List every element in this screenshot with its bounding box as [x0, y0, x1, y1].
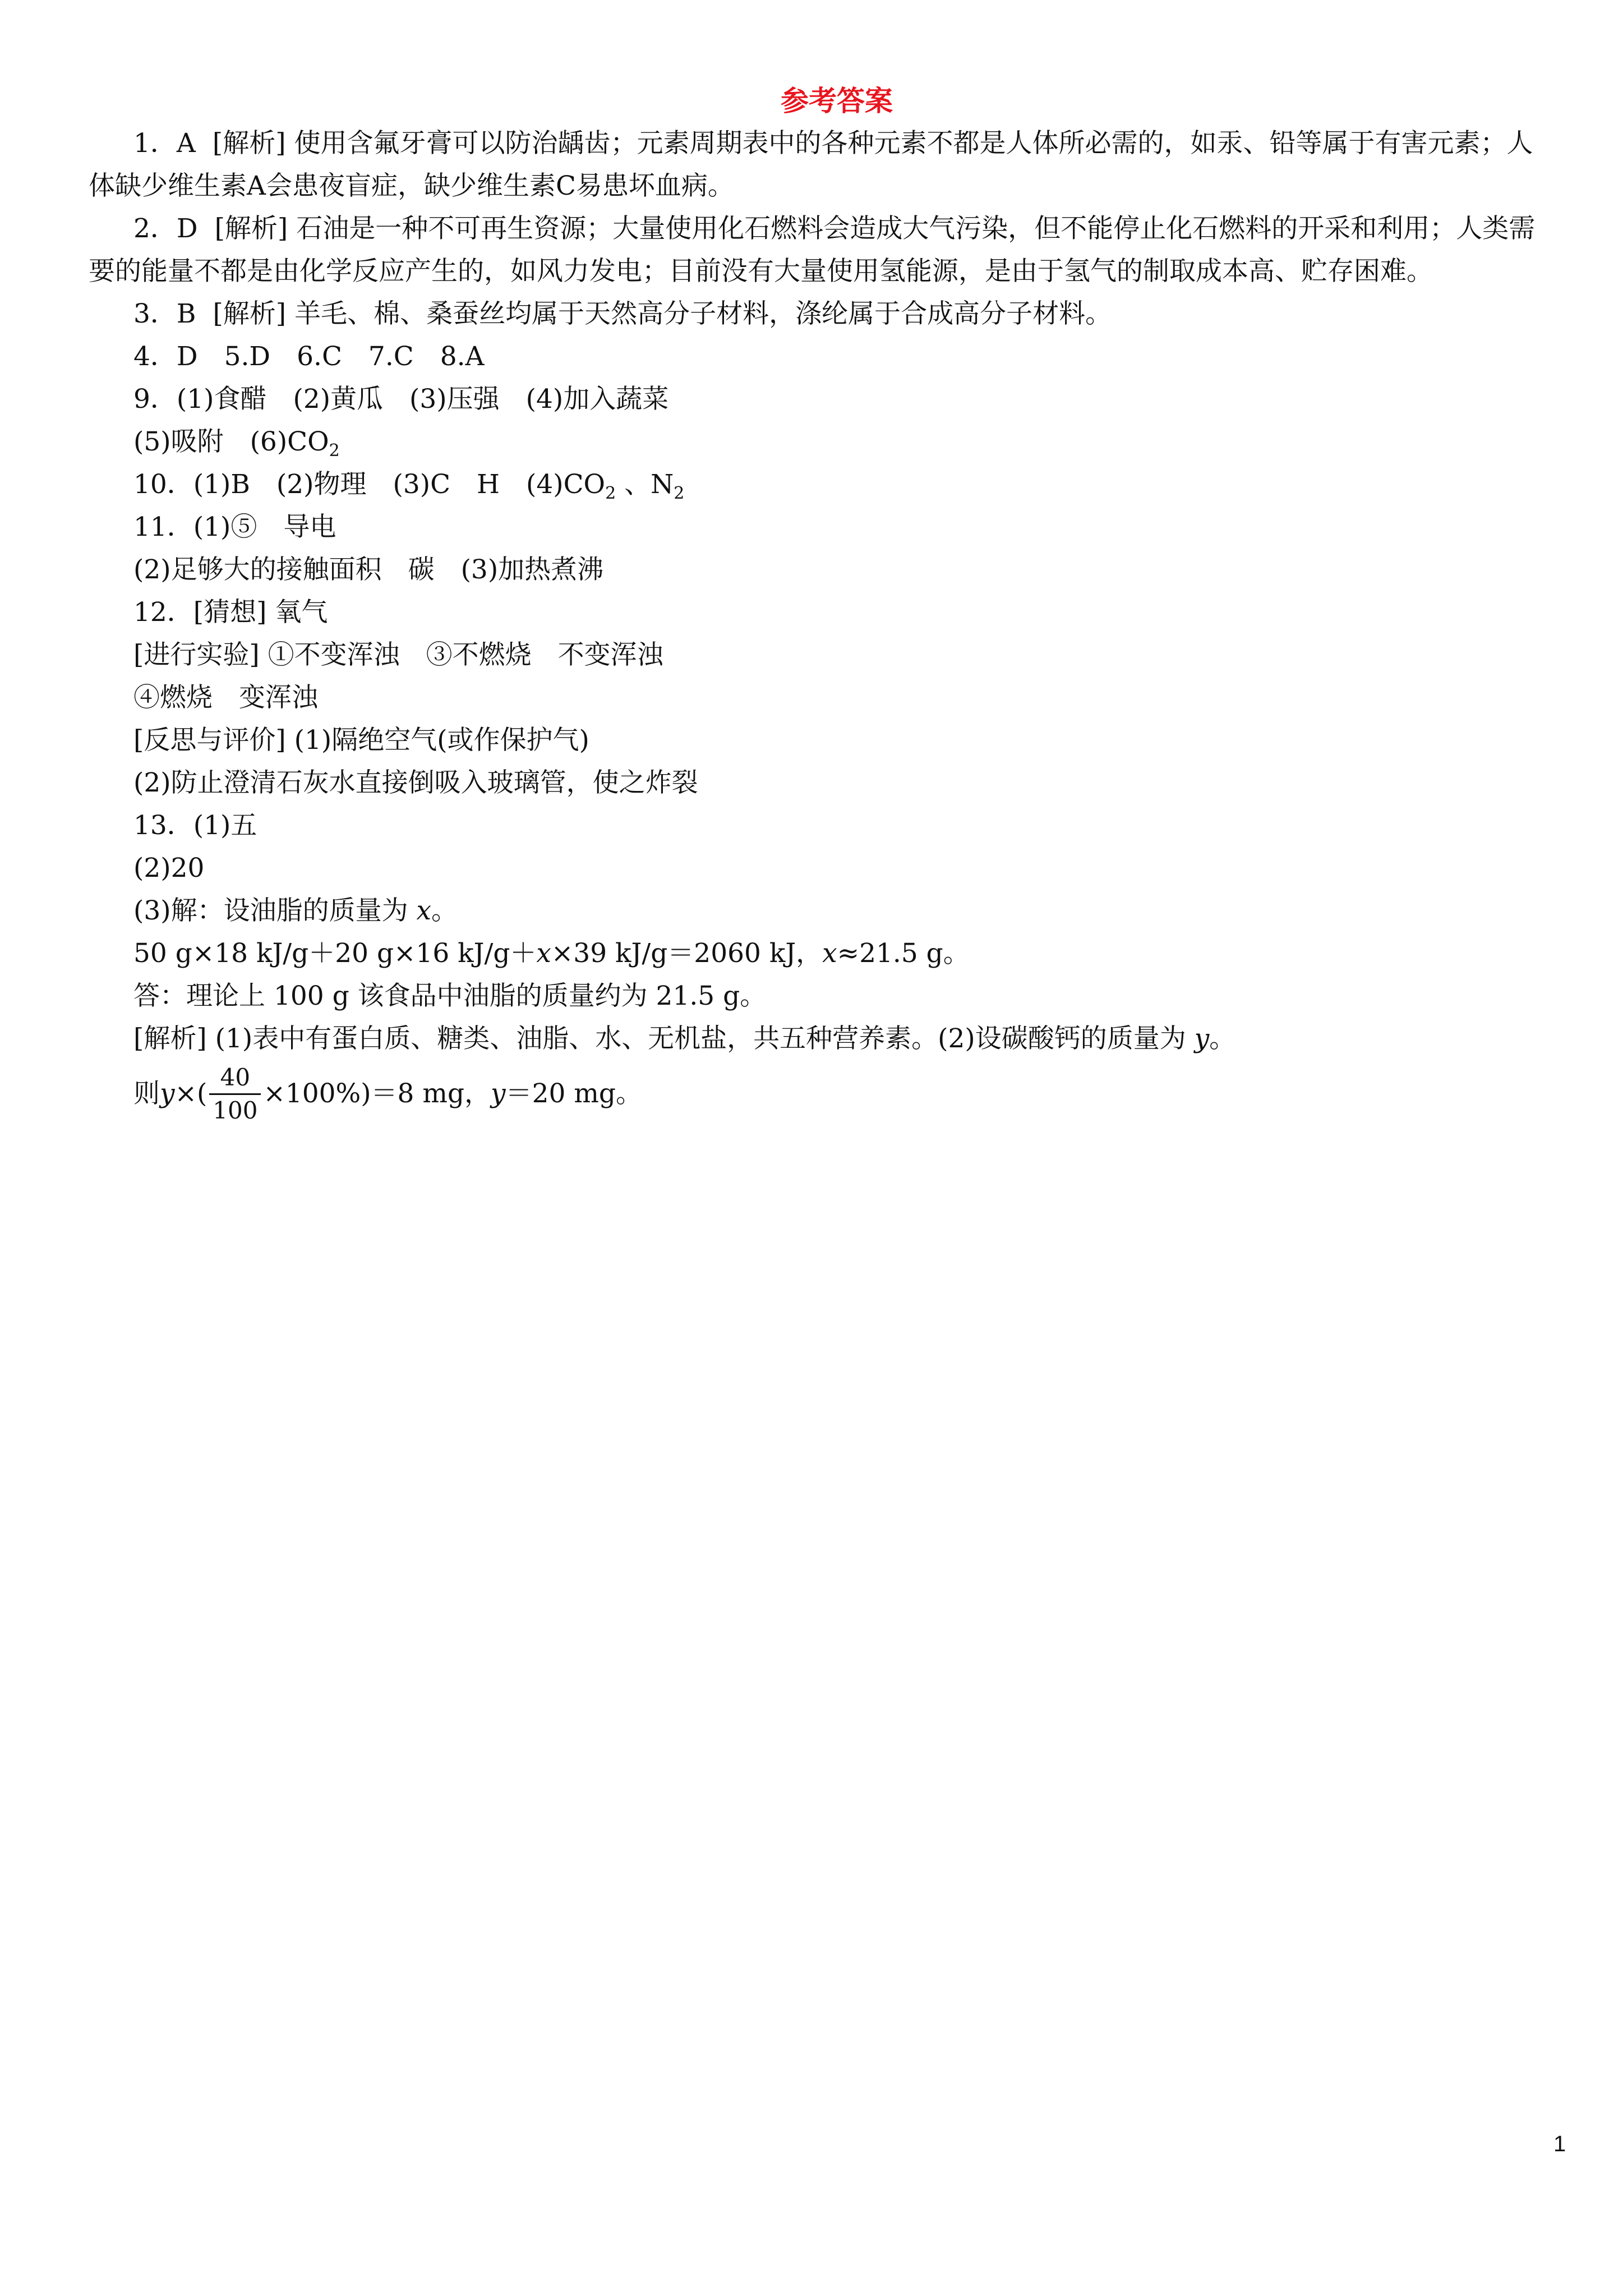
- answer-2-tag: [解析]: [214, 213, 288, 244]
- fraction-numerator: 40: [220, 1063, 251, 1091]
- co2-subscript: 2: [329, 441, 340, 461]
- answer-1: [89, 122, 1547, 208]
- answer-12-line-4: [反思与评价] (1)隔绝空气(或作保护气): [133, 725, 589, 756]
- fraction-bar: [209, 1093, 261, 1095]
- answer-3: [89, 293, 1547, 335]
- fraction: [209, 1063, 261, 1125]
- answer-10: [89, 463, 1547, 506]
- equation-part-b: ×39 kJ/g＝2060 kJ，: [551, 938, 823, 969]
- answer-2-text: 石油是一种不可再生资源；大量使用化石燃料会造成大气污染，但不能停止化石燃料的开采和利用；人类需要的能量不都是由化学反应产生的，如风力发电；目前没有大量使用氢能源，是由于氢气的制取成本高、贮存困难。: [89, 213, 1536, 287]
- answer-13-line-2: (2)20: [133, 853, 205, 884]
- answer-12-line-2: [进行实验] ①不变浑浊 ③不燃烧 不变浑浊: [133, 639, 663, 670]
- answer-9-line-1: 9．(1)食醋 (2)黄瓜 (3)压强 (4)加入蔬菜: [133, 384, 669, 415]
- variable-x: x: [416, 895, 432, 926]
- variable-y: y: [491, 1078, 506, 1109]
- answer-12-line-3: ④燃烧 变浑浊: [133, 682, 318, 713]
- answers-4-to-8: 4．D 5.D 6.C 7.C 8.A: [133, 341, 485, 372]
- answer-11-line-2: (2)足够大的接触面积 碳 (3)加热煮沸: [133, 554, 604, 585]
- equation-part-c: ≈21.5 g。: [837, 938, 970, 969]
- answer-12-line-1: 12．[猜想] 氧气: [133, 597, 328, 628]
- answer-1-tag: [解析]: [212, 128, 286, 159]
- variable-x: x: [536, 938, 551, 969]
- calc-middle: ×100%)＝8 mg，: [263, 1078, 491, 1109]
- answer-10-text-b: 、N: [616, 469, 674, 500]
- n2-subscript: 2: [674, 484, 685, 503]
- answer-13-line-6: [89, 1018, 1547, 1060]
- calc-open: ×(: [174, 1078, 208, 1109]
- answer-13-line-3-end: 。: [431, 895, 458, 926]
- answer-13-line-1: 13．(1)五: [133, 810, 257, 841]
- page-number: 1: [1553, 2132, 1566, 2156]
- answer-12-line-5: (2)防止澄清石灰水直接倒吸入玻璃管，使之炸裂: [133, 767, 698, 798]
- answer-2: [89, 208, 1547, 293]
- answer-13-line-3-text: (3)解：设油脂的质量为: [133, 895, 417, 926]
- variable-y: y: [160, 1078, 175, 1109]
- analysis-text: [解析] (1)表中有蛋白质、糖类、油脂、水、无机盐，共五种营养素。(2)设碳酸钙的质量为: [133, 1023, 1195, 1054]
- answer-1-text: 使用含氟牙膏可以防治龋齿；元素周期表中的各种元素不都是人体所必需的，如汞、铅等属于有害元素；人体缺少维生素A会患夜盲症，缺少维生素C易患坏血病。: [89, 128, 1533, 201]
- answer-11-line-1: 11．(1)⑤ 导电: [133, 512, 336, 542]
- answer-3-tag: [解析]: [213, 298, 287, 329]
- co2-subscript: 2: [605, 484, 616, 503]
- answer-3-text: 羊毛、棉、桑蚕丝均属于天然高分子材料，涤纶属于合成高分子材料。: [294, 298, 1112, 329]
- variable-y: y: [1194, 1023, 1210, 1054]
- answer-13-line-7: [89, 1060, 1547, 1128]
- variable-x: x: [822, 938, 837, 969]
- answer-13-line-5: 答：理论上 100 g 该食品中油脂的质量约为 21.5 g。: [133, 981, 767, 1011]
- calc-prefix: 则: [133, 1078, 160, 1109]
- answer-13-line-4: [89, 932, 1547, 975]
- calc-result: ＝20 mg。: [505, 1078, 643, 1109]
- answer-9-line-2: [89, 421, 1547, 463]
- fraction-denominator: 100: [213, 1096, 258, 1124]
- answer-body: [89, 122, 1547, 1128]
- analysis-end: 。: [1209, 1023, 1236, 1054]
- answer-13-line-3: [89, 890, 1547, 932]
- equation-part-a: 50 g×18 kJ/g＋20 g×16 kJ/g＋: [133, 938, 537, 969]
- answer-1-number: 1．A: [133, 128, 196, 159]
- answer-10-text-a: 10．(1)B (2)物理 (3)C H (4)CO: [133, 469, 606, 500]
- answer-3-number: 3．B: [133, 298, 196, 329]
- answer-9-line-2-text: (5)吸附 (6)CO: [133, 426, 329, 457]
- page-title: 参考答案: [781, 85, 893, 117]
- answer-2-number: 2．D: [133, 213, 198, 244]
